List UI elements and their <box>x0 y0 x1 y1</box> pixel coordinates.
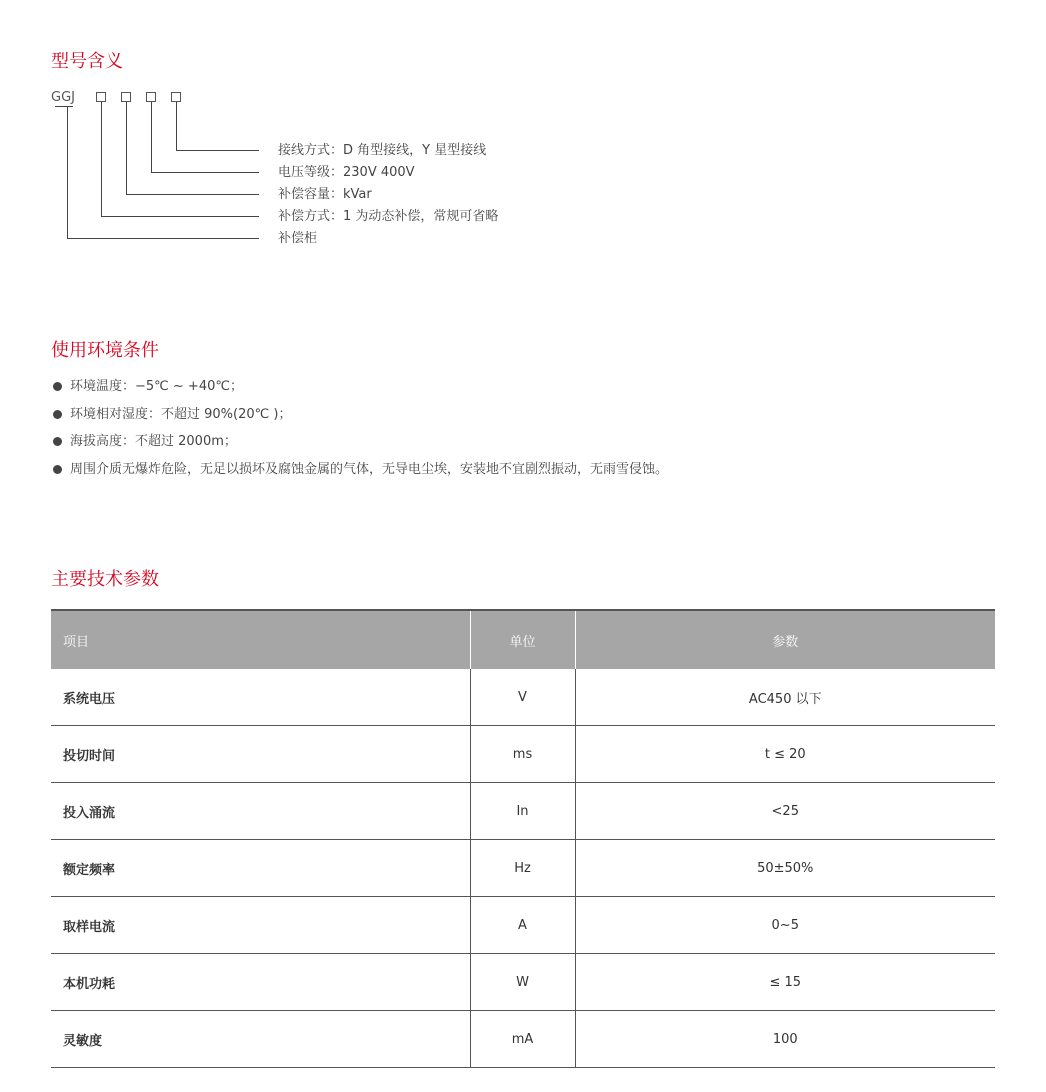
connector-line <box>176 150 259 151</box>
header-item: 项目 <box>51 610 470 669</box>
row-unit: W <box>470 954 575 1011</box>
bullet-icon <box>53 382 62 391</box>
row-item: 投切时间 <box>51 726 470 783</box>
table-row <box>51 954 995 1011</box>
connector-line <box>176 102 177 151</box>
connector-line <box>101 216 259 217</box>
condition-text: 环境温度：−5℃ ~ +40℃； <box>70 379 243 394</box>
bullet-icon <box>53 465 62 474</box>
row-item: 投入涌流 <box>51 783 470 840</box>
table-row <box>51 840 995 897</box>
row-unit: ms <box>470 726 575 783</box>
table-header-row <box>51 610 995 669</box>
table-row <box>51 783 995 840</box>
model-code-diagram <box>51 90 571 250</box>
code-box-1 <box>96 92 106 102</box>
connector-line <box>126 102 127 195</box>
code-box-3 <box>146 92 156 102</box>
connector-line <box>67 106 68 239</box>
row-unit: V <box>470 669 575 726</box>
row-unit: In <box>470 783 575 840</box>
spec-table <box>51 609 995 1068</box>
condition-text: 海拔高度：不超过 2000m； <box>70 434 237 449</box>
row-item: 灵敏度 <box>51 1011 470 1068</box>
row-unit: Hz <box>470 840 575 897</box>
header-value: 参数 <box>575 610 995 669</box>
row-unit: A <box>470 897 575 954</box>
model-code: GGJ <box>51 90 75 105</box>
connector-line <box>151 102 152 173</box>
conditions-list <box>53 378 668 488</box>
row-item: 取样电流 <box>51 897 470 954</box>
list-item <box>53 433 668 461</box>
bracket-line <box>55 106 73 107</box>
bullet-icon <box>53 410 62 419</box>
list-item <box>53 378 668 406</box>
voltage-description: 电压等级：230V 400V <box>278 165 415 180</box>
conditions-title: 使用环境条件 <box>51 340 159 361</box>
wiring-description: 接线方式：D 角型接线，Y 星型接线 <box>278 143 487 158</box>
row-value: AC450 以下 <box>575 669 995 726</box>
row-item: 额定频率 <box>51 840 470 897</box>
list-item <box>53 406 668 434</box>
code-box-2 <box>121 92 131 102</box>
row-value: <25 <box>575 783 995 840</box>
capacity-description: 补偿容量：kVar <box>278 187 372 202</box>
table-row <box>51 1011 995 1068</box>
connector-line <box>151 172 259 173</box>
row-value: 100 <box>575 1011 995 1068</box>
table-row <box>51 669 995 726</box>
connector-line <box>101 102 102 217</box>
connector-line <box>67 238 259 239</box>
code-box-4 <box>171 92 181 102</box>
table-row <box>51 726 995 783</box>
row-value: t ≤ 20 <box>575 726 995 783</box>
row-value: 50±50% <box>575 840 995 897</box>
row-value: 0~5 <box>575 897 995 954</box>
row-item: 本机功耗 <box>51 954 470 1011</box>
row-item: 系统电压 <box>51 669 470 726</box>
model-meaning-title: 型号含义 <box>51 51 123 72</box>
table-row <box>51 897 995 954</box>
connector-line <box>126 194 259 195</box>
cabinet-description: 补偿柜 <box>278 231 318 246</box>
row-unit: mA <box>470 1011 575 1068</box>
header-unit: 单位 <box>470 610 575 669</box>
list-item <box>53 461 668 489</box>
condition-text: 环境相对湿度：不超过 90%(20℃ )； <box>70 406 292 422</box>
row-value: ≤ 15 <box>575 954 995 1011</box>
compensation-mode-description: 补偿方式：1 为动态补偿，常规可省略 <box>278 209 499 224</box>
bullet-icon <box>53 437 62 446</box>
condition-text: 周围介质无爆炸危险，无足以损坏及腐蚀金属的气体，无导电尘埃，安装地不宜剧烈振动，无雨雪侵蚀。 <box>70 461 669 477</box>
specs-title: 主要技术参数 <box>51 569 159 590</box>
